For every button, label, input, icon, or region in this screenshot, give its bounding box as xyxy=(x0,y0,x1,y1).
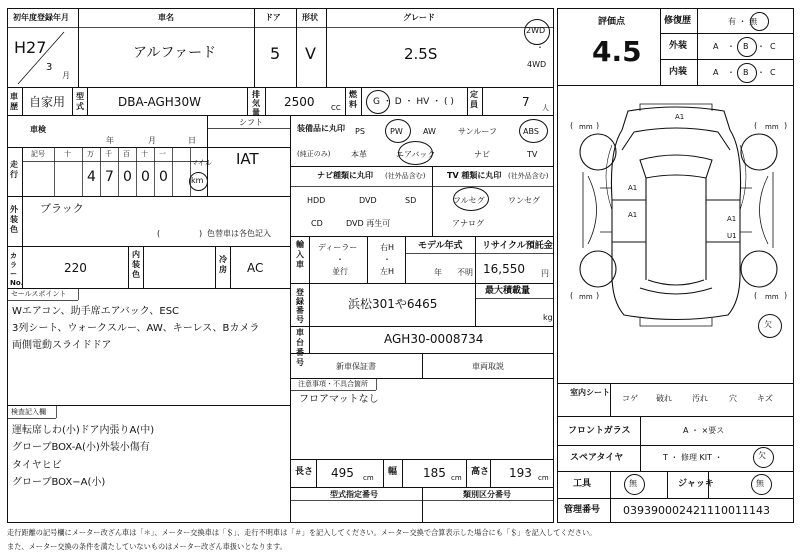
spare-label: スペアタイヤ xyxy=(570,453,624,463)
sales-point-line: 3列シート、ウォークスルー、AW、キーレス、Bカメラ xyxy=(12,323,260,334)
first-reg-month-unit: 月 xyxy=(62,71,70,80)
damage-mark-a1: A1 xyxy=(628,184,638,192)
class-label: 類別区分番号 xyxy=(463,490,511,499)
inspector-line: グローブBOX−A(小) xyxy=(12,477,106,488)
equip-item: AW xyxy=(423,127,436,136)
doors-label: ドア xyxy=(265,13,281,22)
tv-option: アナログ xyxy=(452,219,484,228)
fuel-label: 燃料 xyxy=(349,90,357,109)
shaken-month-unit: 月 xyxy=(148,136,156,145)
equip-item: ABS xyxy=(523,127,539,136)
equip-item: エアバック xyxy=(396,150,436,159)
interior-sep: ・ xyxy=(727,68,735,77)
color-value: ブラック xyxy=(40,202,84,215)
repair-none-circle xyxy=(750,12,769,31)
import-dealer: ディーラー xyxy=(318,243,358,252)
notes-value: フロアマットなし xyxy=(299,394,379,405)
tire-mm: mm xyxy=(579,293,593,301)
footer-line-2: また、メーター交換の条件を満たしていないものはメーター改ざん車扱いとなります。 xyxy=(7,542,287,551)
shape-value: V xyxy=(305,44,316,63)
registration-value: 浜松301や6465 xyxy=(348,297,438,311)
manual-doc: 車両取説 xyxy=(472,362,504,371)
tv-option: ワンセグ xyxy=(508,196,540,205)
repair-options: 有 ・ 無 xyxy=(728,17,758,26)
shape-label: 形状 xyxy=(302,13,318,22)
navi-option: SD xyxy=(405,196,417,205)
exterior-grade: B xyxy=(743,42,749,51)
digit-header: 万 xyxy=(87,150,94,158)
shaken-label: 車検 xyxy=(30,125,46,134)
import-left-h: 左H xyxy=(380,267,395,276)
interior-grade: A xyxy=(713,68,719,77)
seat-option: 穴 xyxy=(729,394,737,403)
navi-option: CD xyxy=(311,219,323,228)
seat-label-1: 室内シート xyxy=(570,388,610,397)
width-label: 幅 xyxy=(388,467,398,477)
displacement-label: 排気量 xyxy=(252,90,260,117)
equip-item: 本革 xyxy=(351,150,367,159)
navi-option: HDD xyxy=(307,196,326,205)
model-year-label: モデル年式 xyxy=(418,241,463,251)
kg-unit: kg xyxy=(543,313,553,322)
inspector-label: 検査記入欄 xyxy=(11,408,46,416)
interior-label: 内装 xyxy=(669,67,688,77)
sales-points-label: セールスポイント xyxy=(11,290,67,298)
equipment-label: 装備品に丸印 xyxy=(297,124,345,133)
exterior-grade: A xyxy=(713,42,719,51)
ac-label: 冷房 xyxy=(219,255,227,274)
mileage-mark-label: 記号 xyxy=(31,150,45,158)
color-no-value: 220 xyxy=(64,261,87,275)
mileage-digit: 0 xyxy=(141,169,150,185)
interior-sep: ・ xyxy=(757,68,765,77)
model-year-unknown: 不明 xyxy=(457,268,473,277)
first-reg-month: 3 xyxy=(46,62,53,73)
mgmt-label: 管理番号 xyxy=(564,505,601,515)
interior-color-label: 内装色 xyxy=(132,250,140,279)
length-value: 495 xyxy=(331,466,354,480)
digit-header: 十 xyxy=(141,150,148,158)
model-year-unit: 年 xyxy=(434,268,442,277)
warranty-doc: 新車保証書 xyxy=(336,362,376,371)
damage-mark-a1: A1 xyxy=(675,113,685,121)
tire-paren: ( xyxy=(754,291,758,300)
glass-options: A ・ ×要ス xyxy=(683,426,725,435)
footer-line-1: 走行距離の記号欄にメーター改ざん車は「＊」、メーター交換車は「＄」、走行不明車は「＃」を記入してください。メーター交換で合算表示した場合にも「＄」を記入してください。 xyxy=(7,528,597,537)
length-unit: cm xyxy=(363,474,374,482)
inspector-line: グローブBOX-A(小)外装小傷有 xyxy=(12,442,150,453)
tools-value: 無 xyxy=(629,479,637,488)
mileage-digit: 0 xyxy=(123,169,132,185)
digit-header: 一 xyxy=(159,150,166,158)
mgmt-no: 039390002421110011143 xyxy=(623,504,770,517)
tire-paren: ( xyxy=(570,291,574,300)
digit-header: 百 xyxy=(123,150,130,158)
seat-option: キズ xyxy=(757,394,773,403)
damage-mark-a1: A1 xyxy=(628,211,638,219)
inspector-line: 運転席しわ(小)ドア内張りA(中) xyxy=(12,425,155,436)
interior-grade: C xyxy=(770,68,776,77)
sales-point-line: 両側電動スライドドア xyxy=(12,340,112,351)
equip-item: ナビ xyxy=(474,150,490,159)
exterior-label: 外装 xyxy=(669,41,688,51)
color-label: 外装色 xyxy=(10,205,18,234)
tv-label-sub: (社外品含む) xyxy=(508,172,549,180)
import-parallel: 並行 xyxy=(332,267,348,276)
shift-value: IAT xyxy=(236,150,259,168)
damage-mark-a1: A1 xyxy=(727,215,737,223)
color-no-label: カラーNo. xyxy=(10,252,24,287)
navi-label-sub: (社外品含む) xyxy=(385,172,426,180)
height-value: 193 xyxy=(509,466,532,480)
tire-paren: ) xyxy=(596,291,600,300)
navi-label: ナビ種類に丸印 xyxy=(317,171,373,180)
tire-mm: mm xyxy=(765,293,779,301)
width-value: 185 xyxy=(423,466,446,480)
import-dot: ・ xyxy=(336,255,344,264)
tire-paren: ) xyxy=(784,121,788,130)
shift-label: シフト xyxy=(239,118,263,127)
inspector-line: タイヤヒビ xyxy=(12,460,62,471)
sales-point-line: Wエアコン、助手席エアバック、ESC xyxy=(12,306,180,317)
usage-value: 自家用 xyxy=(29,95,66,109)
navi-option: DVD 再生可 xyxy=(346,219,391,228)
jack-label: ジャッキ xyxy=(678,479,714,489)
shaken-year-unit: 年 xyxy=(106,136,114,145)
tv-label: TV 種類に丸印 xyxy=(447,171,502,180)
mileage-digit: 4 xyxy=(87,169,96,185)
max-load-label: 最大積載量 xyxy=(485,286,531,296)
height-unit: cm xyxy=(538,474,549,482)
capacity-label: 定員 xyxy=(470,90,478,109)
spare-missing: 欠 xyxy=(758,451,766,460)
recycle-value: 16,550 xyxy=(483,262,525,276)
registration-label: 登録番号 xyxy=(296,288,304,324)
tire-paren: ( xyxy=(570,121,574,130)
mileage-digit: 0 xyxy=(159,169,168,185)
tire-mm: mm xyxy=(579,123,593,131)
tire-paren: ) xyxy=(596,121,600,130)
chassis-label: 車台番号 xyxy=(296,328,304,367)
first-reg-label: 初年度登録年月 xyxy=(13,13,69,22)
fuel-options: G ・ D ・ HV ・ ( ) xyxy=(373,97,454,107)
tire-mm: mm xyxy=(765,123,779,131)
height-label: 高さ xyxy=(471,467,490,477)
drive-4wd: 4WD xyxy=(527,60,547,69)
displacement-value: 2500 xyxy=(284,95,315,109)
repair-label: 修復歴 xyxy=(664,16,692,26)
score-label: 評価点 xyxy=(598,17,626,27)
seat-option: 汚れ xyxy=(692,394,708,403)
mileage-label: 走行 xyxy=(10,160,18,179)
mile-label: マイル xyxy=(191,159,212,167)
grade-label: グレード xyxy=(403,13,435,22)
spare-options: T ・ 修理 KIT ・ xyxy=(663,453,723,462)
color-change-note: 色替車は各色記入 xyxy=(207,229,271,238)
navi-option: DVD xyxy=(359,196,377,205)
yen-unit: 円 xyxy=(541,269,549,278)
recycle-label: リサイクル預託金 xyxy=(482,241,553,251)
capacity-unit: 人 xyxy=(542,104,549,112)
digit-header: 十 xyxy=(64,150,71,158)
equip-item: TV xyxy=(527,150,538,159)
mileage-digit: 7 xyxy=(105,169,114,185)
exterior-sep: ・ xyxy=(757,42,765,51)
color-paren-left: ( xyxy=(157,229,161,238)
type-cert-label: 型式指定番号 xyxy=(330,490,378,499)
drive-dot: ・ xyxy=(536,43,544,52)
tire-paren: ) xyxy=(784,291,788,300)
width-unit: cm xyxy=(451,474,462,482)
damage-mark-u1: U1 xyxy=(727,232,737,240)
tire-paren: ( xyxy=(754,121,758,130)
first-reg-era: H27 xyxy=(14,38,47,57)
seat-option: 破れ xyxy=(656,394,672,403)
missing-mark: 欠 xyxy=(764,320,772,329)
model-label: 型式 xyxy=(76,92,84,111)
interior-grade: B xyxy=(743,68,749,77)
equip-item: PW xyxy=(390,127,403,136)
km-label: km xyxy=(191,176,204,185)
car-name: アルファード xyxy=(133,45,217,61)
notes-label: 注意事項・不具合箇所 xyxy=(298,380,368,388)
grade-value: 2.5S xyxy=(404,45,438,63)
usage-label: 車歴 xyxy=(10,92,18,111)
color-paren-right: ) xyxy=(199,229,203,238)
import-label: 輸入車 xyxy=(296,240,304,269)
score-value: 4.5 xyxy=(592,35,642,68)
equip-item: サンルーフ xyxy=(458,127,497,136)
shaken-day-unit: 日 xyxy=(188,136,196,145)
chassis-value: AGH30-0008734 xyxy=(384,332,484,346)
tv-option: フルセグ xyxy=(453,196,485,205)
glass-label: フロントガラス xyxy=(568,426,631,436)
ac-value: AC xyxy=(247,261,264,275)
doors-value: 5 xyxy=(270,44,281,63)
exterior-sep: ・ xyxy=(727,42,735,51)
exterior-grade: C xyxy=(770,42,776,51)
cc-unit: CC xyxy=(331,104,341,112)
import-dot: ・ xyxy=(383,255,391,264)
jack-value: 無 xyxy=(756,479,764,488)
equip-item: PS xyxy=(355,127,365,136)
model-value: DBA-AGH30W xyxy=(118,95,201,109)
digit-header: 千 xyxy=(105,150,112,158)
tools-label: 工具 xyxy=(573,479,592,489)
length-label: 長さ xyxy=(295,467,314,477)
import-right-h: 右H xyxy=(380,243,395,252)
drive-2wd: 2WD xyxy=(526,26,546,35)
car-name-label: 車名 xyxy=(158,13,174,22)
equipment-sub: (純正のみ) xyxy=(297,150,331,158)
seat-option: コゲ xyxy=(622,394,638,403)
capacity-value: 7 xyxy=(522,95,530,109)
